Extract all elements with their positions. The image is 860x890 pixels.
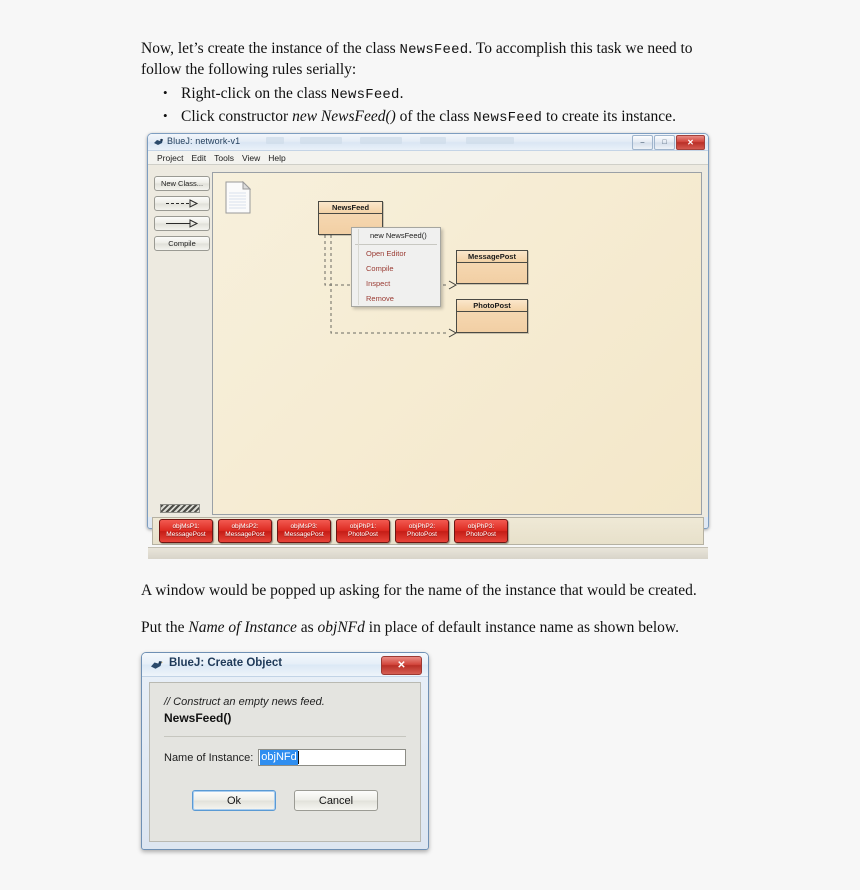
title-ghost-1 [266,137,284,144]
object-bench-item[interactable] [159,519,213,543]
bluej-kookaburra-icon [153,137,164,147]
compile-label: Compile [168,239,196,248]
rule2-class-name: NewsFeed [473,110,543,126]
ok-button[interactable] [192,790,276,811]
object-instance-name: objPhP3: [467,523,495,530]
dialog-button-row [164,790,406,811]
new-class-button[interactable] [154,176,210,191]
put-name-paragraph [141,618,741,638]
object-instance-name: objPhP2: [408,523,436,530]
object-instance-name: objMsP3: [290,523,318,530]
putname-field-label: Name of Instance [188,619,297,636]
dashed-arrow-icon [162,199,202,208]
menu-project[interactable]: Project [157,152,184,163]
rule1-text-a: Right-click on the class [181,85,331,102]
close-icon: ✕ [397,660,406,671]
rule2-text-b: of the class [395,108,474,125]
menu-view[interactable]: View [241,152,261,163]
rule2-constructor: new NewsFeed() [292,108,396,125]
object-bench[interactable] [152,517,704,545]
close-icon: ✕ [687,137,694,147]
rule2-text-c: to create its instance. [542,108,676,125]
bluej-main-window [147,133,709,538]
create-object-dialog [141,652,429,850]
rule-item-1 [141,84,721,105]
rule2-text-a: Click constructor [181,108,293,125]
minimize-button[interactable] [632,135,653,150]
putname-text-c: in place of default instance name as shown below. [364,619,679,636]
constructor-comment: // Construct an empty news feed. [164,696,325,708]
ok-label: Ok [226,794,242,807]
dialog-title-bar[interactable] [142,653,428,677]
rule1-text-b: . [399,85,404,102]
class-header-messagepost [457,251,527,263]
object-instance-name: objPhP1: [349,523,377,530]
object-bench-item[interactable] [336,519,390,543]
bench-resize-grip[interactable] [160,504,200,513]
bluej-status-bar [148,547,708,559]
class-name-messagepost: MessagePost [468,252,516,261]
minimize-icon: – [640,139,645,146]
context-menu-separator [355,244,437,245]
maximize-icon: □ [662,139,667,146]
putname-text-b: as [296,619,318,636]
cancel-button[interactable] [294,790,378,811]
object-bench-item[interactable] [454,519,508,543]
instance-name-row [164,749,406,766]
dependency-arrows [213,173,701,514]
title-ghost-4 [420,137,446,144]
dependency-arrow-button[interactable] [154,196,210,211]
context-menu-item-open-editor[interactable]: Open Editor [366,249,407,258]
context-menu-rail [358,229,359,305]
intro-class-name: NewsFeed [399,42,469,58]
bluej-menu-bar [148,151,708,165]
object-bench-item[interactable] [218,519,272,543]
rules-list [141,84,721,128]
instance-name-label: Name of Instance: [164,751,254,764]
bluej-title-text: BlueJ: network-v1 [167,136,241,146]
compile-button[interactable] [154,236,210,251]
object-type-name: MessagePost [166,531,206,538]
putname-text-a: Put the [141,619,189,636]
new-class-label: New Class... [160,179,204,188]
class-box-photopost[interactable] [456,299,528,333]
class-diagram-scroll[interactable] [212,172,702,515]
menu-tools[interactable]: Tools [214,152,234,163]
bluej-title-bar[interactable] [148,134,708,151]
title-ghost-5 [466,137,514,144]
bluej-toolbar [152,169,212,517]
context-menu-item-constructor[interactable]: new NewsFeed() [370,231,427,240]
context-menu-item-compile[interactable]: Compile [366,264,394,273]
object-type-name: MessagePost [225,531,265,538]
title-ghost-2 [300,137,342,144]
inheritance-arrow-button[interactable] [154,216,210,231]
object-type-name: PhotoPost [407,531,437,538]
instance-name-input[interactable] [258,749,406,766]
rule1-class-name: NewsFeed [330,87,400,103]
text-caret [298,751,299,764]
menu-edit[interactable]: Edit [191,152,207,163]
class-header-photopost [457,300,527,312]
dialog-close-button[interactable] [381,656,422,675]
close-button[interactable] [676,135,705,150]
class-box-messagepost[interactable] [456,250,528,284]
class-diagram-canvas[interactable] [213,173,701,514]
intro-text-b: . To accomplish this task we need to follow the following rules serially: [141,40,693,78]
object-type-name: PhotoPost [466,531,496,538]
object-type-name: PhotoPost [348,531,378,538]
constructor-signature: NewsFeed() [164,711,232,725]
bluej-body [148,165,708,517]
instance-name-value: objNFd [261,751,297,763]
solid-arrow-icon [162,219,202,228]
class-name-newsfeed: NewsFeed [331,203,370,212]
dialog-title-text: BlueJ: Create Object [169,657,283,669]
context-menu-item-remove[interactable]: Remove [366,294,394,303]
intro-text-a: Now, let’s create the instance of the class [141,40,400,57]
object-bench-item[interactable] [277,519,331,543]
window-controls [632,135,705,150]
object-bench-item[interactable] [395,519,449,543]
dialog-separator [164,736,406,737]
object-instance-name: objMsP2: [231,523,259,530]
dialog-body [149,682,421,842]
class-context-menu [351,227,441,307]
window-popup-paragraph: A window would be popped up asking for the name of the instance that would be created. [141,582,697,599]
rule-item-2 [141,107,721,128]
class-name-photopost: PhotoPost [473,301,511,310]
object-type-name: MessagePost [284,531,324,538]
intro-paragraph [141,39,721,128]
bluej-kookaburra-icon [150,659,163,671]
maximize-button[interactable] [654,135,675,150]
context-menu-item-inspect[interactable]: Inspect [366,279,391,288]
menu-help[interactable]: Help [268,152,286,163]
object-instance-name: objMsP1: [172,523,200,530]
putname-value: objNFd [317,619,365,636]
title-ghost-3 [360,137,402,144]
cancel-label: Cancel [318,794,354,807]
class-header-newsfeed [319,202,382,214]
